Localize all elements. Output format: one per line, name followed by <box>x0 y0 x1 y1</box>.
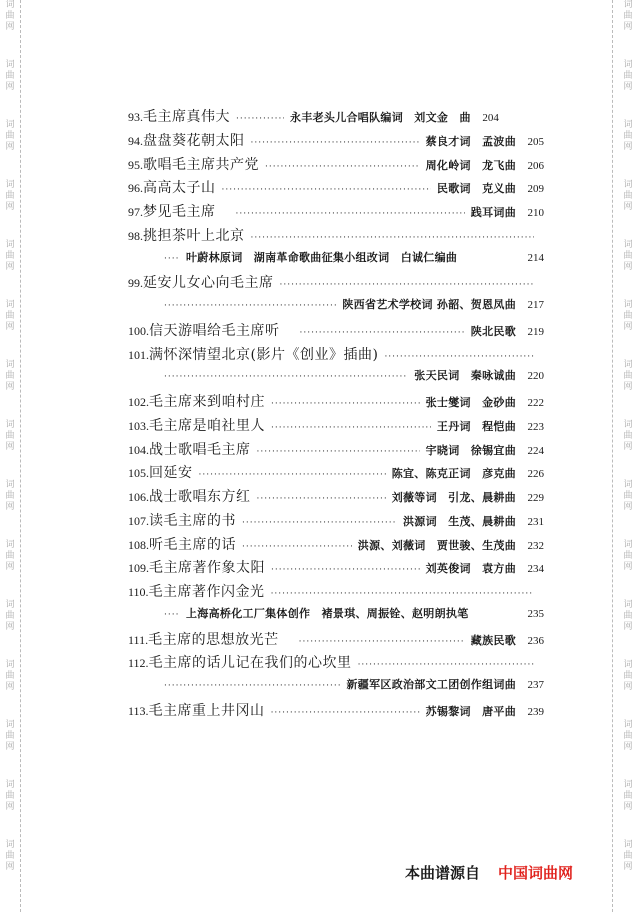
toc-entry-99-credits <box>128 296 544 320</box>
entry-credit: 苏锡黎词 唐平曲 <box>425 704 516 718</box>
toc-entry-110 <box>128 581 544 605</box>
entry-number: 105. <box>128 466 149 481</box>
source-label: 本曲谱源自 <box>405 864 481 882</box>
entry-credit: 刘薇等词 引龙、晨耕曲 <box>391 491 516 504</box>
left-margin-line <box>20 0 21 912</box>
watermark-text: 词 曲 网 <box>623 180 633 212</box>
entry-credit: 民歌词 克义曲 <box>436 182 516 196</box>
entry-number: 98. <box>128 228 143 243</box>
entry-page: 226 <box>527 468 544 481</box>
toc-entry-101 <box>128 344 544 368</box>
entry-title: 盘盘葵花朝太阳 <box>143 132 245 149</box>
entry-page: 220 <box>527 370 544 383</box>
entry-credit: 张天民词 秦咏诚曲 <box>414 369 516 383</box>
entry-number: 107. <box>128 513 149 528</box>
entry-number: 111. <box>128 632 149 647</box>
toc-entry-95 <box>128 154 544 178</box>
watermark-text: 词 曲 网 <box>623 720 633 752</box>
entry-title: 毛主席著作象太阳 <box>149 560 265 577</box>
table-of-contents <box>128 106 544 724</box>
toc-entry-102 <box>128 391 544 415</box>
entry-title: 毛主席是咱社里人 <box>149 417 265 434</box>
source-footer <box>405 862 573 883</box>
entry-credit: 陕北民歌 <box>470 324 516 338</box>
watermark-text: 词 曲 网 <box>623 660 633 692</box>
watermark-text: 词 曲 网 <box>5 360 15 392</box>
toc-entry-93 <box>128 106 544 130</box>
site-name-link[interactable]: 中国词曲网 <box>498 864 574 882</box>
entry-number: 110. <box>128 585 149 599</box>
toc-entry-100 <box>128 320 544 344</box>
watermark-text: 词 曲 网 <box>5 540 15 572</box>
watermark-text: 词 曲 网 <box>5 600 15 632</box>
entry-credit: 上海高桥化工厂集体创作 褚景琪、周振铨、赵明朗执笔 <box>186 606 469 620</box>
toc-entry-94 <box>128 130 544 154</box>
entry-number: 108. <box>128 537 149 552</box>
watermark-text: 词 曲 网 <box>623 60 633 92</box>
entry-page: 223 <box>527 420 544 433</box>
toc-entry-104 <box>128 439 544 463</box>
entry-title: 战士歌唱毛主席 <box>149 441 251 458</box>
watermark-text: 词 曲 网 <box>623 0 633 32</box>
entry-title: 听毛主席的话 <box>149 536 236 553</box>
entry-number: 93. <box>128 110 143 124</box>
watermark-text: 词 曲 网 <box>5 120 15 152</box>
entry-page: 224 <box>527 444 544 457</box>
toc-entry-112 <box>128 652 544 676</box>
watermark-text: 词 曲 网 <box>5 660 15 692</box>
entry-title: 信天游唱给毛主席听 <box>149 322 280 339</box>
entry-credit: 新疆军区政治部文工团创作组词曲 <box>346 678 516 691</box>
watermark-text: 词 曲 网 <box>623 240 633 272</box>
watermark-text: 词 曲 网 <box>5 420 15 452</box>
entry-credit: 叶蔚林原词 湖南革命歌曲征集小组改词 白诚仁编曲 <box>186 250 458 264</box>
entry-credit: 洪源词 生茂、晨耕曲 <box>403 514 516 528</box>
entry-page: 204 <box>482 112 499 124</box>
entry-credit: 刘英俊词 袁方曲 <box>425 562 516 576</box>
watermark-text: 词 曲 网 <box>623 300 633 332</box>
entry-page: 234 <box>527 563 544 576</box>
watermark-text: 词 曲 网 <box>5 480 15 512</box>
entry-number: 94. <box>128 133 143 148</box>
toc-entry-108 <box>128 534 544 558</box>
watermark-text: 词 曲 网 <box>5 0 15 32</box>
watermark-text: 词 曲 网 <box>623 420 633 452</box>
entry-title: 歌唱毛主席共产党 <box>143 156 259 173</box>
toc-entry-101-credits <box>128 367 544 391</box>
entry-credit: 周化岭词 龙飞曲 <box>425 158 516 172</box>
entry-title: 毛主席的话儿记在我们的心坎里 <box>148 655 352 672</box>
entry-page: 214 <box>527 251 544 264</box>
entry-number: 109. <box>128 561 149 576</box>
entry-number: 112. <box>128 656 149 671</box>
watermark-text: 词 曲 网 <box>5 840 15 872</box>
watermark-text: 词 曲 网 <box>5 300 15 332</box>
entry-page: 219 <box>527 325 544 338</box>
watermark-text: 词 曲 网 <box>623 540 633 572</box>
entry-credit: 王丹词 程恺曲 <box>436 419 516 433</box>
entry-page: 235 <box>527 607 544 620</box>
watermark-text: 词 曲 网 <box>623 600 633 632</box>
watermark-text: 词 曲 网 <box>623 840 633 872</box>
entry-title: 读毛主席的书 <box>149 512 236 529</box>
watermark-text: 词 曲 网 <box>5 720 15 752</box>
toc-entry-97 <box>128 201 544 225</box>
watermark-text: 词 曲 网 <box>623 120 633 152</box>
entry-page: 210 <box>527 207 544 219</box>
entry-credit: 践耳词曲 <box>470 206 516 219</box>
entry-title: 战士歌唱东方红 <box>149 489 251 505</box>
entry-page: 231 <box>527 515 544 528</box>
entry-credit: 陈宜、陈克正词 彦克曲 <box>391 467 516 481</box>
toc-entry-99 <box>128 272 544 296</box>
entry-credit: 蔡良才词 孟波曲 <box>425 134 516 148</box>
watermark-text: 词 曲 网 <box>5 180 15 212</box>
toc-entry-107 <box>128 510 544 534</box>
entry-credit: 陕西省艺术学校词 孙韶、贺恩凤曲 <box>342 298 516 311</box>
toc-entry-112-credits <box>128 676 544 700</box>
watermark-text: 词 曲 网 <box>5 780 15 812</box>
entry-title: 满怀深情望北京(影片《创业》插曲) <box>149 346 379 363</box>
entry-title: 毛主席来到咱村庄 <box>149 394 265 410</box>
toc-entry-105 <box>128 462 544 486</box>
entry-number: 103. <box>128 418 149 433</box>
entry-title: 高高太子山 <box>143 180 216 197</box>
entry-credit: 永丰老头儿合唱队编词 刘文金 曲 <box>290 111 471 124</box>
entry-title: 延安儿女心向毛主席 <box>143 275 274 292</box>
entry-number: 100. <box>128 323 149 338</box>
entry-page: 206 <box>527 159 544 172</box>
entry-page: 239 <box>527 705 544 718</box>
entry-number: 99. <box>128 276 143 291</box>
entry-page: 237 <box>527 679 544 691</box>
toc-entry-110-credits <box>128 605 544 629</box>
toc-entry-113 <box>128 700 544 724</box>
entry-number: 95. <box>128 157 143 172</box>
entry-page: 205 <box>527 135 544 148</box>
toc-entry-109 <box>128 557 544 581</box>
toc-entry-103 <box>128 415 544 439</box>
watermark-text: 词 曲 网 <box>623 360 633 392</box>
entry-number: 102. <box>128 395 149 409</box>
entry-number: 101. <box>128 347 149 362</box>
entry-credit: 藏族民歌 <box>470 633 516 647</box>
entry-title: 挑担茶叶上北京 <box>143 227 245 244</box>
toc-entry-111 <box>128 629 544 653</box>
entry-title: 梦见毛主席 <box>143 204 216 220</box>
toc-entry-98 <box>128 225 544 249</box>
entry-page: 232 <box>527 539 544 552</box>
entry-title: 回延安 <box>149 465 193 482</box>
entry-title: 毛主席的思想放光芒 <box>148 631 279 648</box>
entry-credit: 宇晓词 徐锡宜曲 <box>425 443 516 457</box>
right-margin-line <box>612 0 613 912</box>
entry-page: 209 <box>527 183 544 196</box>
entry-page: 222 <box>527 397 544 409</box>
toc-entry-96 <box>128 177 544 201</box>
watermark-text: 词 曲 网 <box>623 480 633 512</box>
toc-entry-98-credits <box>128 249 544 273</box>
entry-credit: 张士燮词 金砂曲 <box>425 396 516 409</box>
watermark-text: 词 曲 网 <box>623 780 633 812</box>
entry-number: 96. <box>128 181 143 196</box>
entry-credit: 洪源、刘薇词 贾世骏、生茂曲 <box>357 538 516 552</box>
entry-page: 217 <box>527 299 544 311</box>
entry-title: 毛主席真伟大 <box>143 109 230 125</box>
entry-page: 236 <box>527 634 544 647</box>
toc-entry-106 <box>128 486 544 510</box>
entry-number: 104. <box>128 442 149 457</box>
entry-number: 106. <box>128 490 149 504</box>
entry-page: 229 <box>527 492 544 504</box>
entry-number: 113. <box>128 703 149 718</box>
entry-title: 毛主席著作闪金光 <box>148 584 265 600</box>
entry-number: 97. <box>128 205 143 219</box>
entry-title: 毛主席重上井冈山 <box>148 702 265 719</box>
watermark-text: 词 曲 网 <box>5 240 15 272</box>
watermark-text: 词 曲 网 <box>5 60 15 92</box>
